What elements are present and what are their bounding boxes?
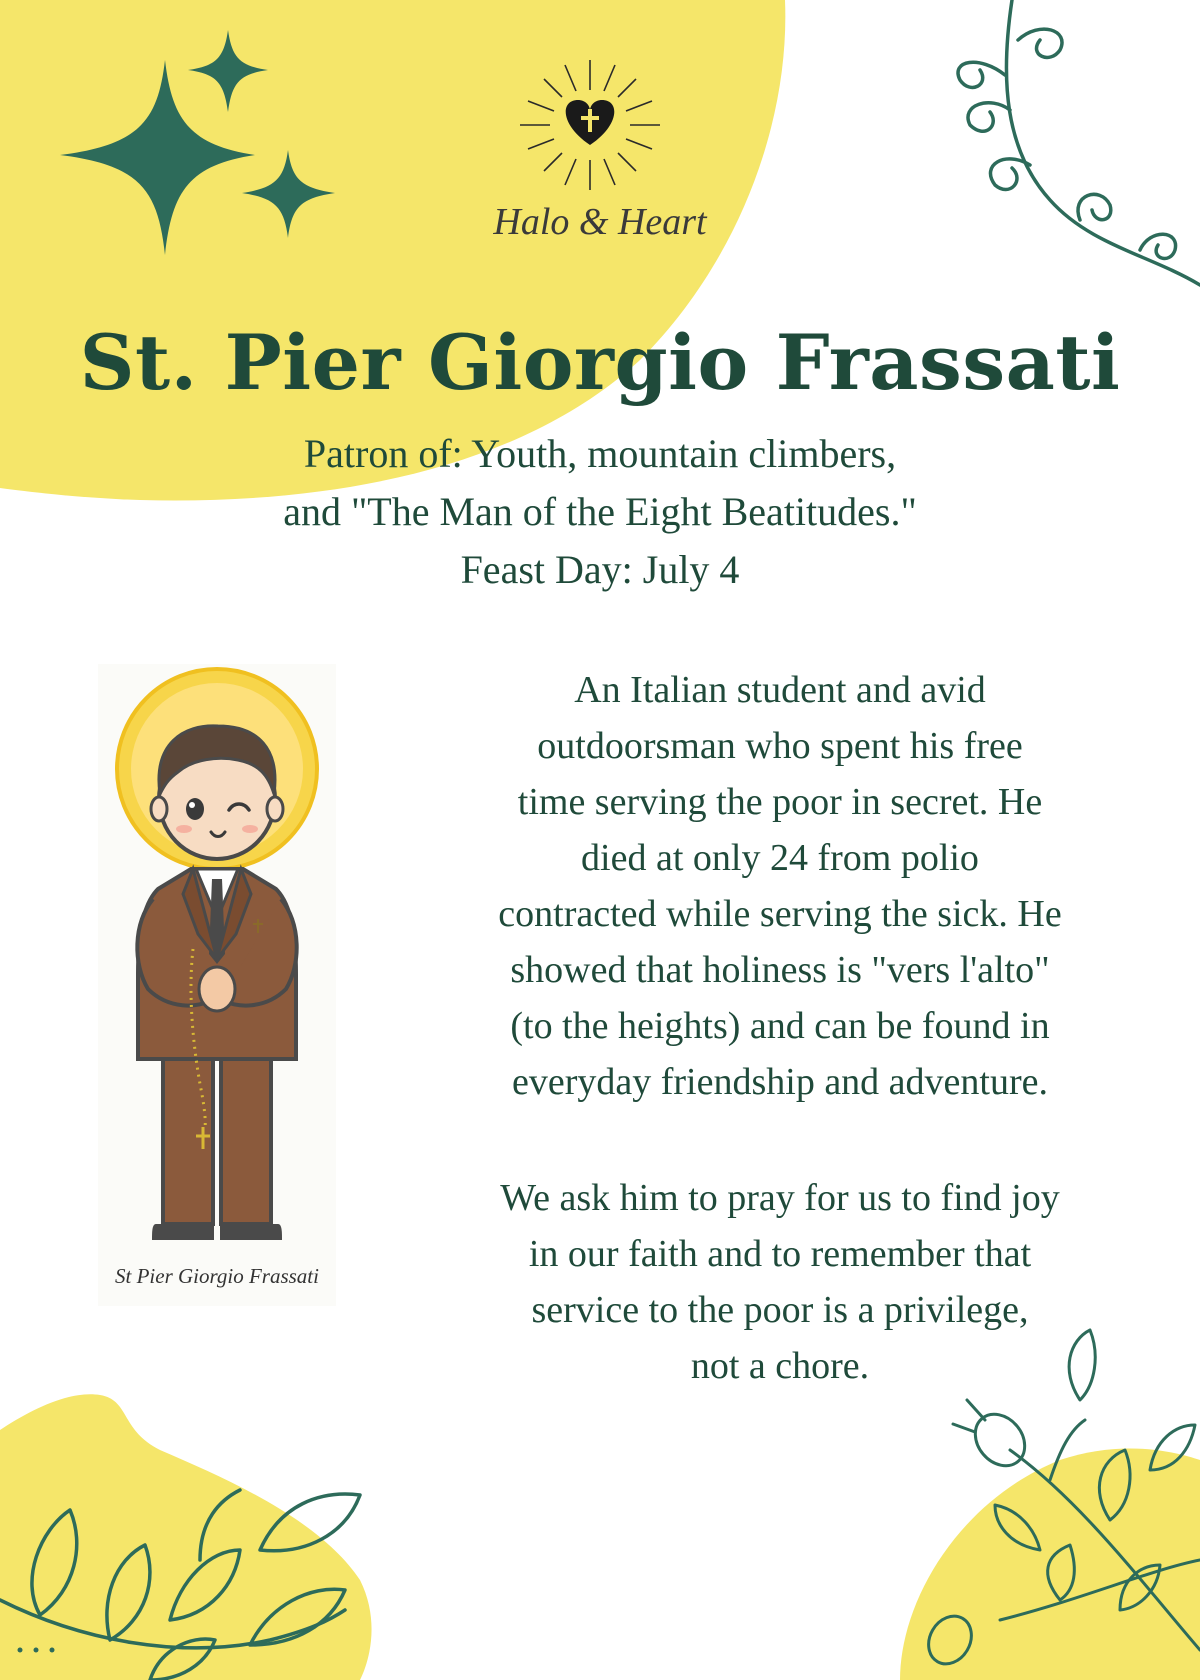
saint-illustration [98, 664, 336, 1306]
biography-text [430, 662, 1130, 1110]
prayer-line: not a chore. [690, 1345, 870, 1387]
prayer-line: service to the poor is a privilege, [531, 1289, 1029, 1331]
bio-line: contracted while serving the sick. He [498, 893, 1062, 935]
bio-line: outdoorsman who spent his free [537, 725, 1023, 767]
prayer-text [430, 1170, 1130, 1394]
prayer-line: in our faith and to remember that [528, 1233, 1032, 1275]
patron-line: Patron of: Youth, mountain climbers, [303, 431, 897, 476]
patron-line: and "The Man of the Eight Beatitudes." [283, 489, 917, 534]
saint-figure [98, 664, 336, 1264]
patron-info [0, 425, 1200, 599]
vine-top-right [958, 0, 1200, 285]
bio-line: An Italian student and avid [574, 669, 986, 711]
feast-day-line: Feast Day: July 4 [460, 547, 740, 592]
bio-line: showed that holiness is "vers l'alto" [510, 949, 1050, 991]
bio-line: time serving the poor in secret. He [517, 781, 1043, 823]
bio-line: died at only 24 from polio [581, 837, 979, 879]
bio-line: (to the heights) and can be found in [510, 1005, 1050, 1047]
page-title: St. Pier Giorgio Frassati [79, 318, 1121, 407]
bio-line: everyday friendship and adventure. [511, 1061, 1048, 1103]
brand-name: Halo & Heart [493, 201, 707, 243]
illustration-caption: St Pier Giorgio Frassati [115, 1264, 319, 1288]
prayer-line: We ask him to pray for us to find joy [500, 1177, 1060, 1219]
yellow-blob-bottom-left [0, 1394, 372, 1680]
